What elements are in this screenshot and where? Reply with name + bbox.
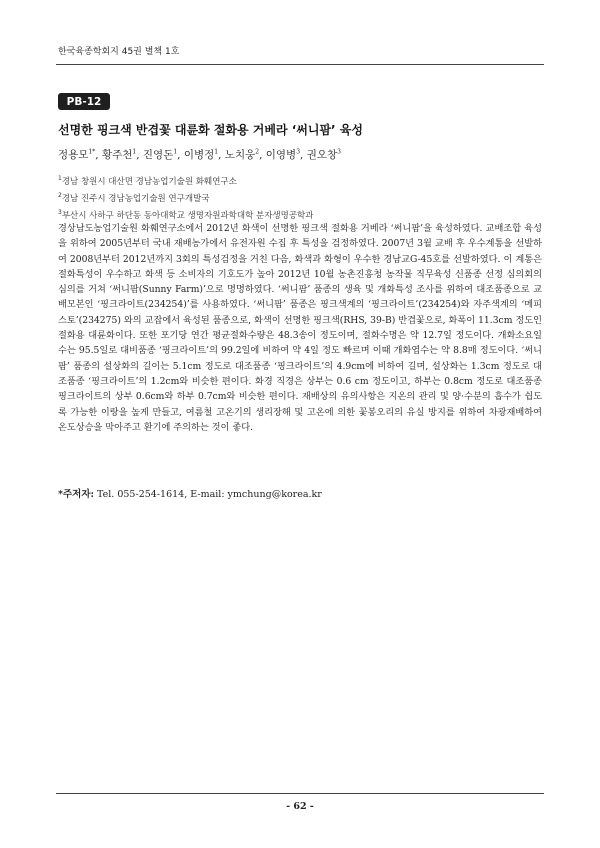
contact-email: E-mail: ymchung@korea.kr (190, 489, 322, 500)
contact-phone: Tel. 055-254-1614, (97, 489, 188, 500)
author-name: 권오창 (306, 149, 338, 161)
author-affiliation-marker: 3 (296, 148, 301, 156)
affiliation-item (58, 189, 313, 206)
affiliation-text: 경남 창원시 대산면 경남농업기술원 화훼연구소 (61, 176, 237, 187)
affiliation-list (58, 172, 313, 222)
author-affiliation-marker: 1* (88, 148, 96, 156)
author-affiliation-marker: 1 (173, 148, 178, 156)
page-number: - 62 - (286, 801, 314, 812)
paper-title: 선명한 핑크색 반겹꽃 대륜화 절화용 거베라 ‘써니팜’ 육성 (58, 123, 363, 137)
author-affiliation-marker: 3 (337, 148, 341, 156)
author-affiliation-marker: 1 (214, 148, 219, 156)
author-affiliation-marker: 2 (255, 148, 260, 156)
footer-divider (56, 793, 544, 794)
author-name: 황주천 (101, 149, 133, 161)
affiliation-item (58, 172, 313, 189)
affiliation-marker: 2 (58, 191, 62, 199)
affiliation-item (58, 206, 313, 223)
poster-id-badge: PB-12 (58, 93, 110, 110)
journal-header: 한국육종학회지 45권 별책 1호 (58, 47, 180, 57)
author-name: 진영돈 (142, 149, 174, 161)
author-name: 노치웅 (224, 149, 256, 161)
affiliation-text: 경남 진주시 경남농업기술원 연구개발국 (61, 193, 210, 204)
author-name: 이병정 (183, 149, 215, 161)
affiliation-text: 부산시 사하구 하단동 동아대학교 생명자원과학대학 분자생명공학과 (61, 210, 314, 221)
corresponding-author (58, 486, 322, 500)
affiliation-marker: 1 (58, 175, 62, 182)
author-name: 이영병 (265, 149, 297, 161)
author-name: 정용모 (58, 149, 89, 161)
author-list: 정용모$^{1*}$, 황주천$^1$, 진영돈$^1$, 이병정$^1$, 노치웅$^2$, 이영병$^3$, 권오창$^3$ (58, 148, 341, 161)
author-affiliation-marker: 1 (132, 148, 137, 156)
affiliation-marker: 3 (58, 208, 62, 216)
abstract-body: 경상남도농업기술원 화훼연구소에서 2012년 화색이 선명한 핑크색 절화용 거베라 ‘써니팜’을 육성하였다. 교배조합 육성을 위하여 2005년부터 국내 재배농가에서 유전자원 수집 후 특성을 검정하였다. 2007년 3월 교배 후 우수계통을 선발하여 2008년부터 2012년까지 3회의 특성검정을 거친 다음, 화색과 화형이 우수한 경남교G-45호를 선발하였다. 이 계통은 절화특성이 우수하고 화색 등 소비자의 기호도가 높아 2012년 10월 농촌진흥청 농작물 직무육성 신품종 선정 심의회의 심의를 거쳐 ‘써니팜(Sunny Farm)’으로 명명하였다. ‘써니팜’ 품종의 생육 및 개화특성 조사를 위하여 대조품종으로 교배모본인 ‘핑크라이트(234254)’를 사용하였다. ‘써니팜’ 품종은 핑크색계의 ‘핑크라이트’(234254)와 자주색계의 ‘메피스토’(234275) 와의 교잡에서 육성된 품종으로, 화색이 선명한 핑크색(RHS, 39-B) 반겹꽃으로, 화폭이 11.3cm 정도인 절화용 대륜화이다. 또한 포기당 연간 평균절화수량은 48.3송이 정도이며, 절화수명은 약 12.7일 정도이다. 개화소요일수는 95.5일로 대비품종 ‘핑크라이트’의 99.2일에 비하여 약 4일 정도 빠르며 이때 개화엽수는 약 8.8매 정도이다. ‘써니팜’ 품종의 설상화의 길이는 5.1cm 정도로 대조품종 ‘핑크라이트’의 4.9cm에 비하여 길며, 설상화는 1.3cm 정도로 대조품종 ‘핑크라이트’의 1.2cm와 비슷한 편이다. 화경 직경은 상부는 0.6 cm 정도이고, 하부는 0.8cm 정도로 대조품종 핑크라이트의 상부 0.6cm와 하부 0.7cm와 비슷한 편이다. 재배상의 유의사항은 지온의 관리 및 양·수분의 흡수가 쉽도록 가능한 이랑을 높게 만들고, 여름철 고온기의 생리장해 및 고온에 의한 꽃봉오리의 유실 방지를 위하여 차광재배하여 온도상승을 막아주고 환기에 주의하는 것이 좋다. (58, 223, 542, 433)
header-divider (56, 64, 544, 65)
contact-label: *주저자: (58, 489, 95, 500)
